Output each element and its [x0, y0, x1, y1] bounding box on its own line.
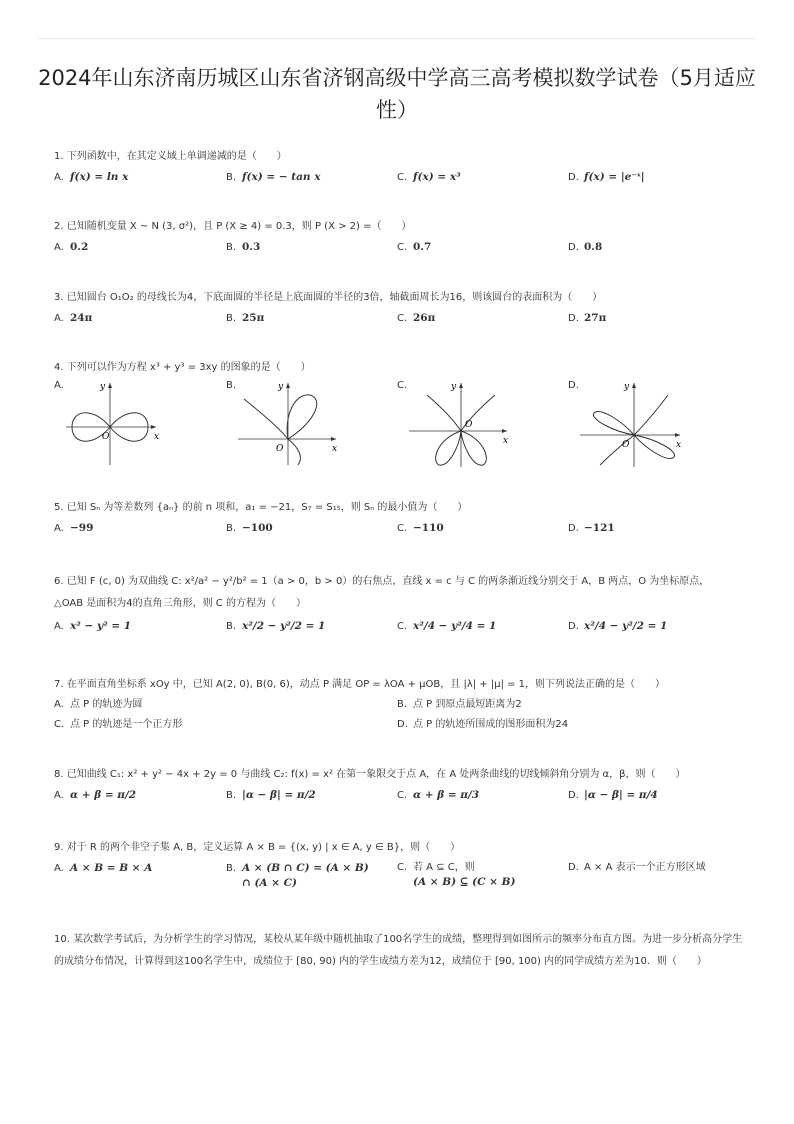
option-d[interactable]: D. A × A 表示一个正方形区域 — [568, 862, 706, 873]
question-stem: 5. 已知 Sₙ 为等差数列 {aₙ} 的前 n 项和，a₁ = −21，S₇ = S₁₅，则 Sₙ 的最小值为（ ） — [54, 502, 468, 513]
option-b[interactable]: B. f(x) = − tan x — [226, 171, 321, 183]
question-8 — [54, 768, 754, 806]
options-row — [54, 170, 754, 188]
option-b[interactable]: B. A × (B ∩ C) = (A × B) ∩ (A × C) — [226, 862, 369, 889]
graph-d — [578, 377, 688, 469]
question-stem: 9. 对于 R 的两个非空子集 A, B，定义运算 A × B = {(x, y) | x ∈ A, y ∈ B}，则（ ） — [54, 842, 461, 853]
options-row — [54, 521, 754, 539]
option-c[interactable]: C. f(x) = x³ — [397, 171, 461, 183]
options-row — [54, 619, 754, 637]
options-row-2 — [54, 716, 754, 736]
options-row — [54, 240, 754, 258]
question-stem: 7. 在平面直角坐标系 xOy 中，已知 A(2, 0), B(0, 6)，动点 P 满足 OP = λOA + μOB，且 |λ| + |μ| = 1，则下列说法正确的是（ ） — [54, 679, 666, 690]
question-stem: 2. 已知随机变量 X ~ N (3, σ²)，且 P (X ≥ 4) = 0.3，则 P (X > 2) =（ ） — [54, 221, 412, 232]
svg-text:y: y — [624, 382, 630, 392]
option-b[interactable]: B. −100 — [226, 522, 273, 534]
question-stem-line2: △OAB 是面积为4的直角三角形，则 C 的方程为（ ） — [54, 598, 306, 609]
option-d[interactable]: D. f(x) = |e⁻ˣ| — [568, 171, 645, 183]
question-stem: 4. 下列可以作为方程 x³ + y³ = 3xy 的图象的是（ ） — [54, 362, 311, 373]
question-4 — [54, 361, 754, 469]
question-3 — [54, 291, 754, 329]
graph-c — [407, 377, 517, 469]
option-c[interactable]: C. α + β = π/3 — [397, 789, 480, 801]
option-c[interactable]: C. 若 A ⊆ C，则 (A × B) ⊆ (C × B) — [397, 862, 516, 888]
question-stem: 6. 已知 F (c, 0) 为双曲线 C: x²/a² − y²/b² = 1（a > 0，b > 0）的右焦点，直线 x = c 与 C 的两条渐近线分别交于 A，B 两点，O 为坐标原点， — [54, 576, 710, 587]
option-a[interactable]: A. α + β = π/2 — [54, 789, 137, 801]
svg-text:x: x — [676, 440, 682, 450]
svg-text:O: O — [622, 440, 630, 450]
svg-text:x: x — [503, 436, 509, 446]
question-stem: 10. 某次数学考试后，为分析学生的学习情况，某校从某年级中随机抽取了100名学生的成绩，整理得到如图所示的频率分布直方图。为进一步分析高分学生的成绩分布情况，计算得到这100名学生中，成绩位于 [80, 90) 内的学生成绩方差为12，成绩位于 [90, 100) 内的同学成绩方差为10．则（ ） — [54, 934, 743, 967]
option-b[interactable]: B. |α − β| = π/2 — [226, 789, 316, 801]
question-1 — [54, 150, 754, 188]
option-a[interactable]: A. 24π — [54, 312, 93, 324]
option-b[interactable]: B. 25π — [226, 312, 265, 324]
question-stem: 8. 已知曲线 C₁: x² + y² − 4x + 2y = 0 与曲线 C₂: f(x) = x² 在第一象限交于点 A，在 A 处两条曲线的切线倾斜角分别为 α，β，则（ ） — [54, 769, 686, 780]
option-a[interactable]: A. f(x) = ln x — [54, 171, 129, 183]
svg-text:O: O — [102, 432, 110, 442]
question-7 — [54, 678, 754, 736]
page-title: 2024年山东济南历城区山东省济钢高级中学高三高考模拟数学试卷（5月适应性） — [38, 66, 756, 122]
svg-text:O: O — [465, 420, 473, 430]
graph-a — [64, 377, 164, 467]
question-stem: 1. 下列函数中，在其定义域上单调递减的是（ ） — [54, 151, 287, 162]
option-d[interactable]: D. |α − β| = π/4 — [568, 789, 658, 801]
option-c[interactable]: C. 0.7 — [397, 241, 432, 253]
options-row — [54, 311, 754, 329]
question-5 — [54, 501, 754, 539]
top-divider — [38, 38, 756, 39]
question-6 — [54, 575, 754, 637]
option-a[interactable]: A. x² − y² = 1 — [54, 620, 132, 632]
graph-b — [236, 377, 346, 467]
graph-options: A. x y O B. x y O C. x y O D. x y O — [54, 377, 754, 469]
option-d[interactable]: D. x²/4 − y²/2 = 1 — [568, 620, 668, 632]
option-a[interactable]: A. A × B = B × A — [54, 862, 153, 874]
option-b[interactable]: B. x²/2 − y²/2 = 1 — [226, 620, 326, 632]
options-row-1 — [54, 696, 754, 716]
svg-text:O: O — [276, 444, 284, 454]
option-a[interactable]: A. 0.2 — [54, 241, 89, 253]
option-d[interactable]: D. 27π — [568, 312, 607, 324]
option-d[interactable]: D. 点 P 的轨迹所围成的图形面积为24 — [397, 719, 569, 730]
option-d[interactable]: D. 0.8 — [568, 241, 603, 253]
option-c[interactable]: C. −110 — [397, 522, 444, 534]
option-c[interactable]: C. 26π — [397, 312, 436, 324]
option-b[interactable]: B. 点 P 到原点最短距离为2 — [397, 699, 522, 710]
option-a[interactable]: A. −99 — [54, 522, 94, 534]
question-2 — [54, 220, 754, 258]
question-10 — [54, 929, 750, 973]
options-row — [54, 861, 754, 897]
question-9 — [54, 841, 754, 897]
question-stem: 3. 已知圆台 O₁O₂ 的母线长为4，下底面圆的半径是上底面圆的半径的3倍，轴截面周长为16，则该圆台的表面积为（ ） — [54, 292, 603, 303]
option-c[interactable]: C. 点 P 的轨迹是一个正方形 — [54, 719, 183, 730]
option-c[interactable]: C. x²/4 − y²/4 = 1 — [397, 620, 497, 632]
svg-text:y: y — [100, 382, 106, 392]
svg-text:x: x — [332, 444, 338, 454]
svg-text:y: y — [278, 382, 284, 392]
option-d[interactable]: D. −121 — [568, 522, 615, 534]
option-b[interactable]: B. 0.3 — [226, 241, 261, 253]
option-a[interactable]: A. 点 P 的轨迹为圆 — [54, 699, 143, 710]
svg-text:x: x — [154, 432, 160, 442]
options-row — [54, 788, 754, 806]
svg-text:y: y — [451, 382, 457, 392]
